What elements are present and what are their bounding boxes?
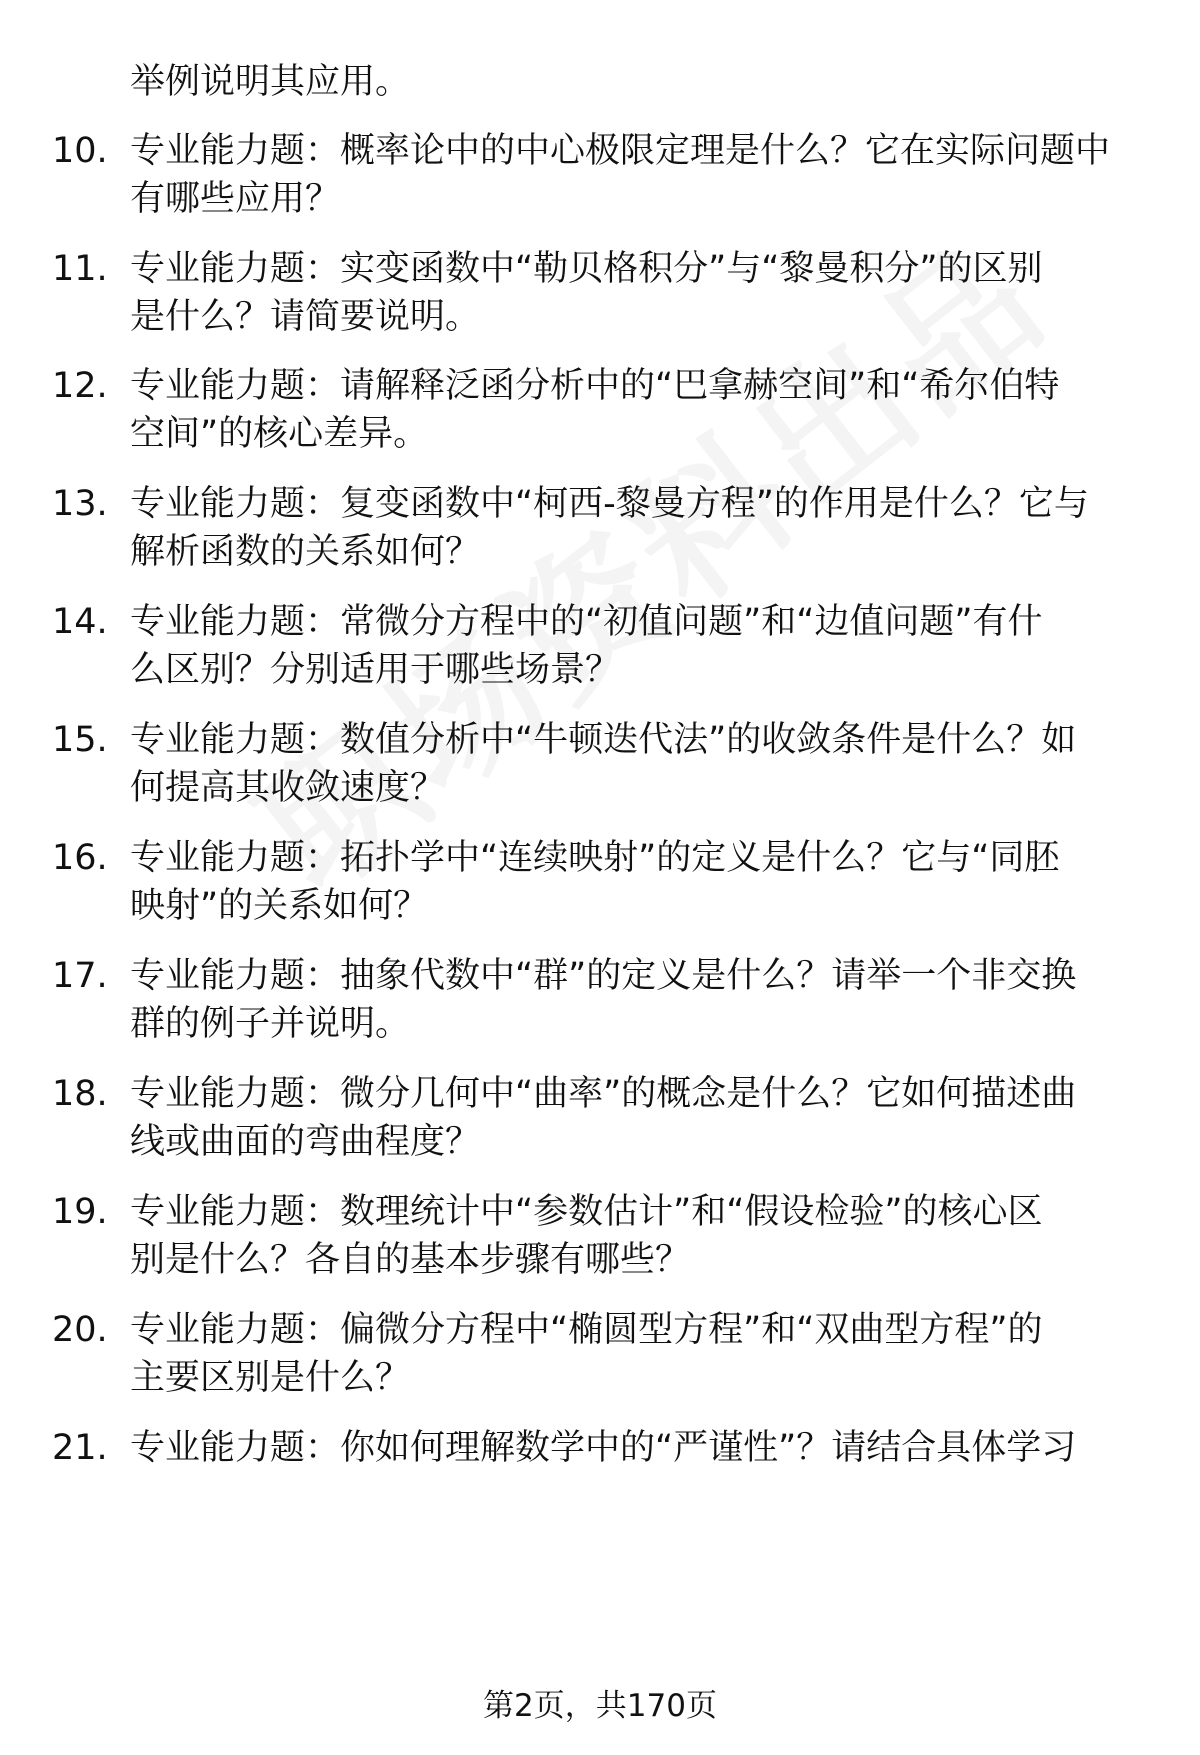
question-text-line1: 专业能力题：常微分方程中的“初值问题”和“边值问题”有什	[130, 602, 1043, 642]
question-text-line1: 专业能力题：实变函数中“勒贝格积分”与“黎曼积分”的区别	[130, 249, 1043, 289]
question-text-line1: 专业能力题：请解释泛函分析中的“巴拿赫空间”和“希尔伯特	[130, 366, 1060, 406]
question-number: 11.	[52, 249, 108, 289]
question-number: 14.	[52, 602, 108, 642]
question-text-line2: 是什么？请简要说明。	[130, 297, 481, 337]
question-number: 16.	[52, 838, 108, 878]
question-text-line1: 专业能力题：你如何理解数学中的“严谨性”？请结合具体学习	[130, 1428, 1077, 1468]
question-number: 15.	[52, 720, 108, 760]
question-text-line2: 空间”的核心差异。	[130, 414, 429, 454]
question-text-line1: 专业能力题：数值分析中“牛顿迭代法”的收敛条件是什么？如	[130, 720, 1077, 760]
question-text-line2: 线或曲面的弯曲程度？	[130, 1122, 481, 1162]
page-footer: 第2页，共170页	[483, 1688, 717, 1724]
question-text-line1: 专业能力题：拓扑学中“连续映射”的定义是什么？它与“同胚	[130, 838, 1060, 878]
question-text-line2: 解析函数的关系如何？	[130, 532, 481, 572]
question-text-line2: 何提高其收敛速度？	[130, 768, 446, 808]
question-number: 17.	[52, 956, 108, 996]
question-number: 21.	[52, 1428, 108, 1468]
question-number: 12.	[52, 366, 108, 406]
question-text-line1: 专业能力题：数理统计中“参数估计”和“假设检验”的核心区	[130, 1192, 1043, 1232]
question-text-line2: 有哪些应用？	[130, 179, 341, 219]
question-number: 19.	[52, 1192, 108, 1232]
question-number: 10.	[52, 131, 108, 171]
question-text-line2: 映射”的关系如何？	[130, 886, 429, 926]
question-text-line1: 专业能力题：复变函数中“柯西-黎曼方程”的作用是什么？它与	[130, 484, 1089, 524]
question-text-line2: 么区别？分别适用于哪些场景？	[130, 650, 621, 690]
question-text-line1: 专业能力题：微分几何中“曲率”的概念是什么？它如何描述曲	[130, 1074, 1077, 1114]
question-text-line2: 别是什么？各自的基本步骤有哪些？	[130, 1240, 691, 1280]
continuation-line: 举例说明其应用。	[130, 62, 411, 102]
question-text-line1: 专业能力题：概率论中的中心极限定理是什么？它在实际问题中	[130, 131, 1111, 171]
question-number: 20.	[52, 1310, 108, 1350]
question-text-line2: 主要区别是什么？	[130, 1358, 411, 1398]
question-number: 18.	[52, 1074, 108, 1114]
question-number: 13.	[52, 484, 108, 524]
question-text-line1: 专业能力题：偏微分方程中“椭圆型方程”和“双曲型方程”的	[130, 1310, 1043, 1350]
question-text-line2: 群的例子并说明。	[130, 1004, 411, 1044]
question-text-line1: 专业能力题：抽象代数中“群”的定义是什么？请举一个非交换	[130, 956, 1077, 996]
